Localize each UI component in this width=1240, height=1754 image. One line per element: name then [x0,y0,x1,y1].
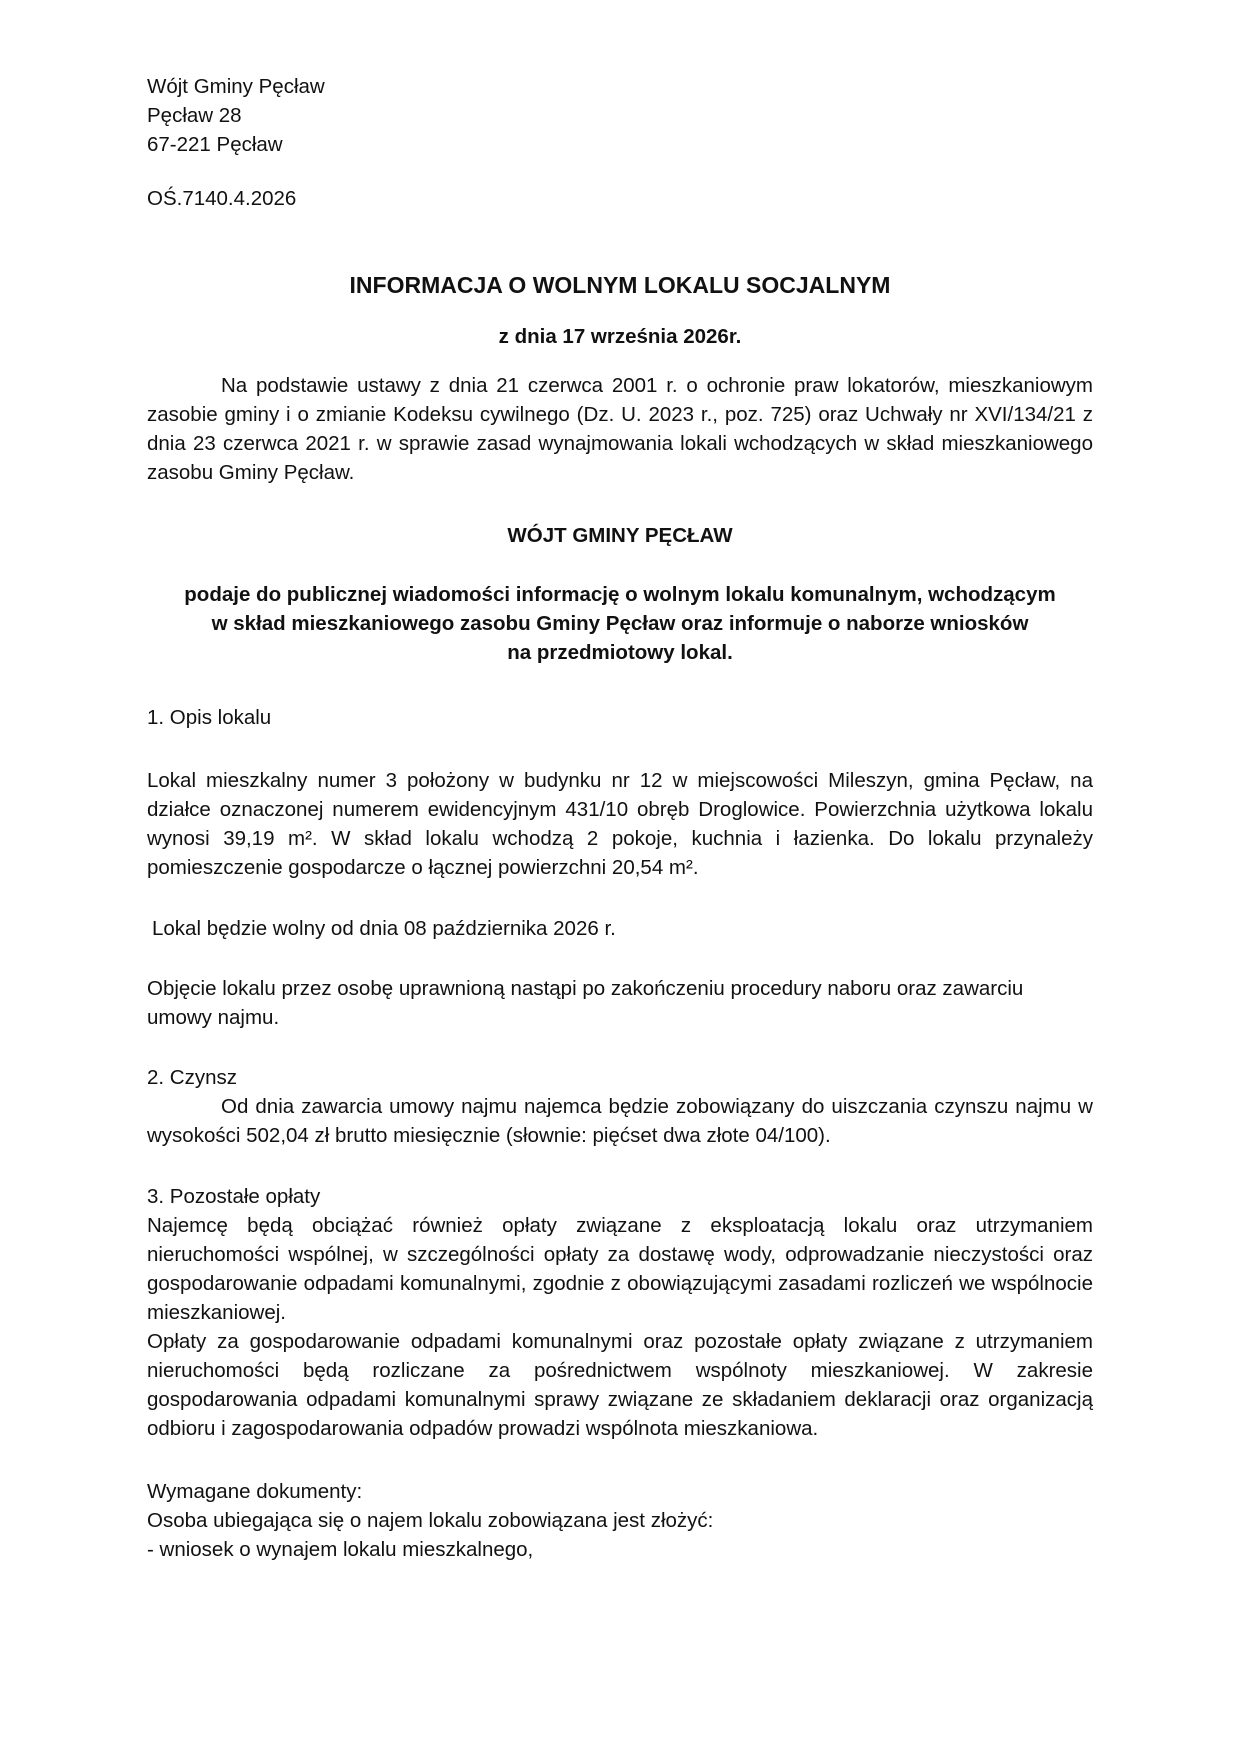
announcement-line-3: na przedmiotowy lokal. [507,641,733,664]
rent-text-after: (słownie: pięćset dwa złote 04/100). [500,1124,831,1147]
fees-paragraph-2: Opłaty za gospodarowanie odpadami komunalnymi oraz pozostałe opłaty związane z utrzymaniem nieruchomości będą rozliczane za pośrednictwem wspólnoty mieszkaniowej. W zakresie gospodarowania odpadami komunalnymi sprawy związane ze składaniem deklaracji oraz organizacją odbioru i zagospodarowania odpadów prowadzi wspólnota mieszkaniowa. [147,1330,1093,1440]
documents-intro: Osoba ubiegająca się o najem lokalu zobowiązana jest złożyć: [147,1509,714,1532]
announcement-line-1: podaje do publicznej wiadomości informację o wolnym lokalu komunalnym, wchodzącym [184,583,1056,606]
rent-paragraph [147,1092,1093,1150]
fees-paragraph-1: Najemcę będą obciążać również opłaty związane z eksploatacją lokalu oraz utrzymaniem nieruchomości wspólnej, w szczególności opłaty za dostawę wody, odprowadzanie nieczystości oraz gospodarowanie odpadami komunalnymi, zgodnie z obowiązującymi zasadami rozliczeń we wspólnocie mieszkaniowej. [147,1214,1093,1324]
takeover-paragraph: Objęcie lokalu przez osobę uprawnioną nastąpi po zakończeniu procedury naboru oraz zawarciu umowy najmu. [147,977,1024,1029]
sender-name: Wójt Gminy Pęcław [147,75,325,98]
section-3-heading: 3. Pozostałe opłaty [147,1185,321,1208]
availability-date: Lokal będzie wolny od dnia 08 października 2026 r. [152,917,616,940]
unit-description: Lokal mieszkalny numer 3 położony w budynku nr 12 w miejscowości Mileszyn, gmina Pęcław, na działce oznaczonej numerem ewidencyjnym 431/10 obręb Droglowice. Powierzchnia użytkowa lokalu wynosi 39,19 m². W skład lokalu wchodzą 2 pokoje, kuchnia i łazienka. Do lokalu przynależy pomieszczenie gospodarcze o łącznej powierzchni 20,54 m². [147,769,1093,879]
announcement-text [147,580,1093,667]
section-1-heading: 1. Opis lokalu [147,706,272,729]
sender-postal: 67-221 Pęcław [147,133,283,156]
section-2-heading: 2. Czynsz [147,1066,237,1089]
authority-heading: WÓJT GMINY PĘCŁAW [507,524,733,547]
reference-number: OŚ.7140.4.2026 [147,187,297,210]
rent-amount: 502,04 zł brutto miesięcznie [246,1124,501,1147]
sender-street: Pęcław 28 [147,104,242,127]
document-title: INFORMACJA O WOLNYM LOKALU SOCJALNYM [349,272,891,298]
legal-basis-paragraph: Na podstawie ustawy z dnia 21 czerwca 2001 r. o ochronie praw lokatorów, mieszkaniowym zasobie gminy i o zmianie Kodeksu cywilnego (Dz. U. 2023 r., poz. 725) oraz Uchwały nr XVI/134/21 z dnia 23 czerwca 2021 r. w sprawie zasad wynajmowania lokali wchodzących w skład mieszkaniowego zasobu Gminy Pęcław. [147,374,1093,484]
announcement-line-2: w skład mieszkaniowego zasobu Gminy Pęcław oraz informuje o naborze wniosków [211,612,1029,635]
rent-text-before: Od dnia zawarcia umowy najmu najemca będzie zobowiązany do uiszczania czynszu najmu w wysokości [147,1095,1093,1147]
document-date: z dnia 17 września 2026r. [498,325,742,348]
sender-address [147,72,1093,159]
documents-item: - wniosek o wynajem lokalu mieszkalnego, [147,1538,534,1561]
documents-heading: Wymagane dokumenty: [147,1480,363,1503]
